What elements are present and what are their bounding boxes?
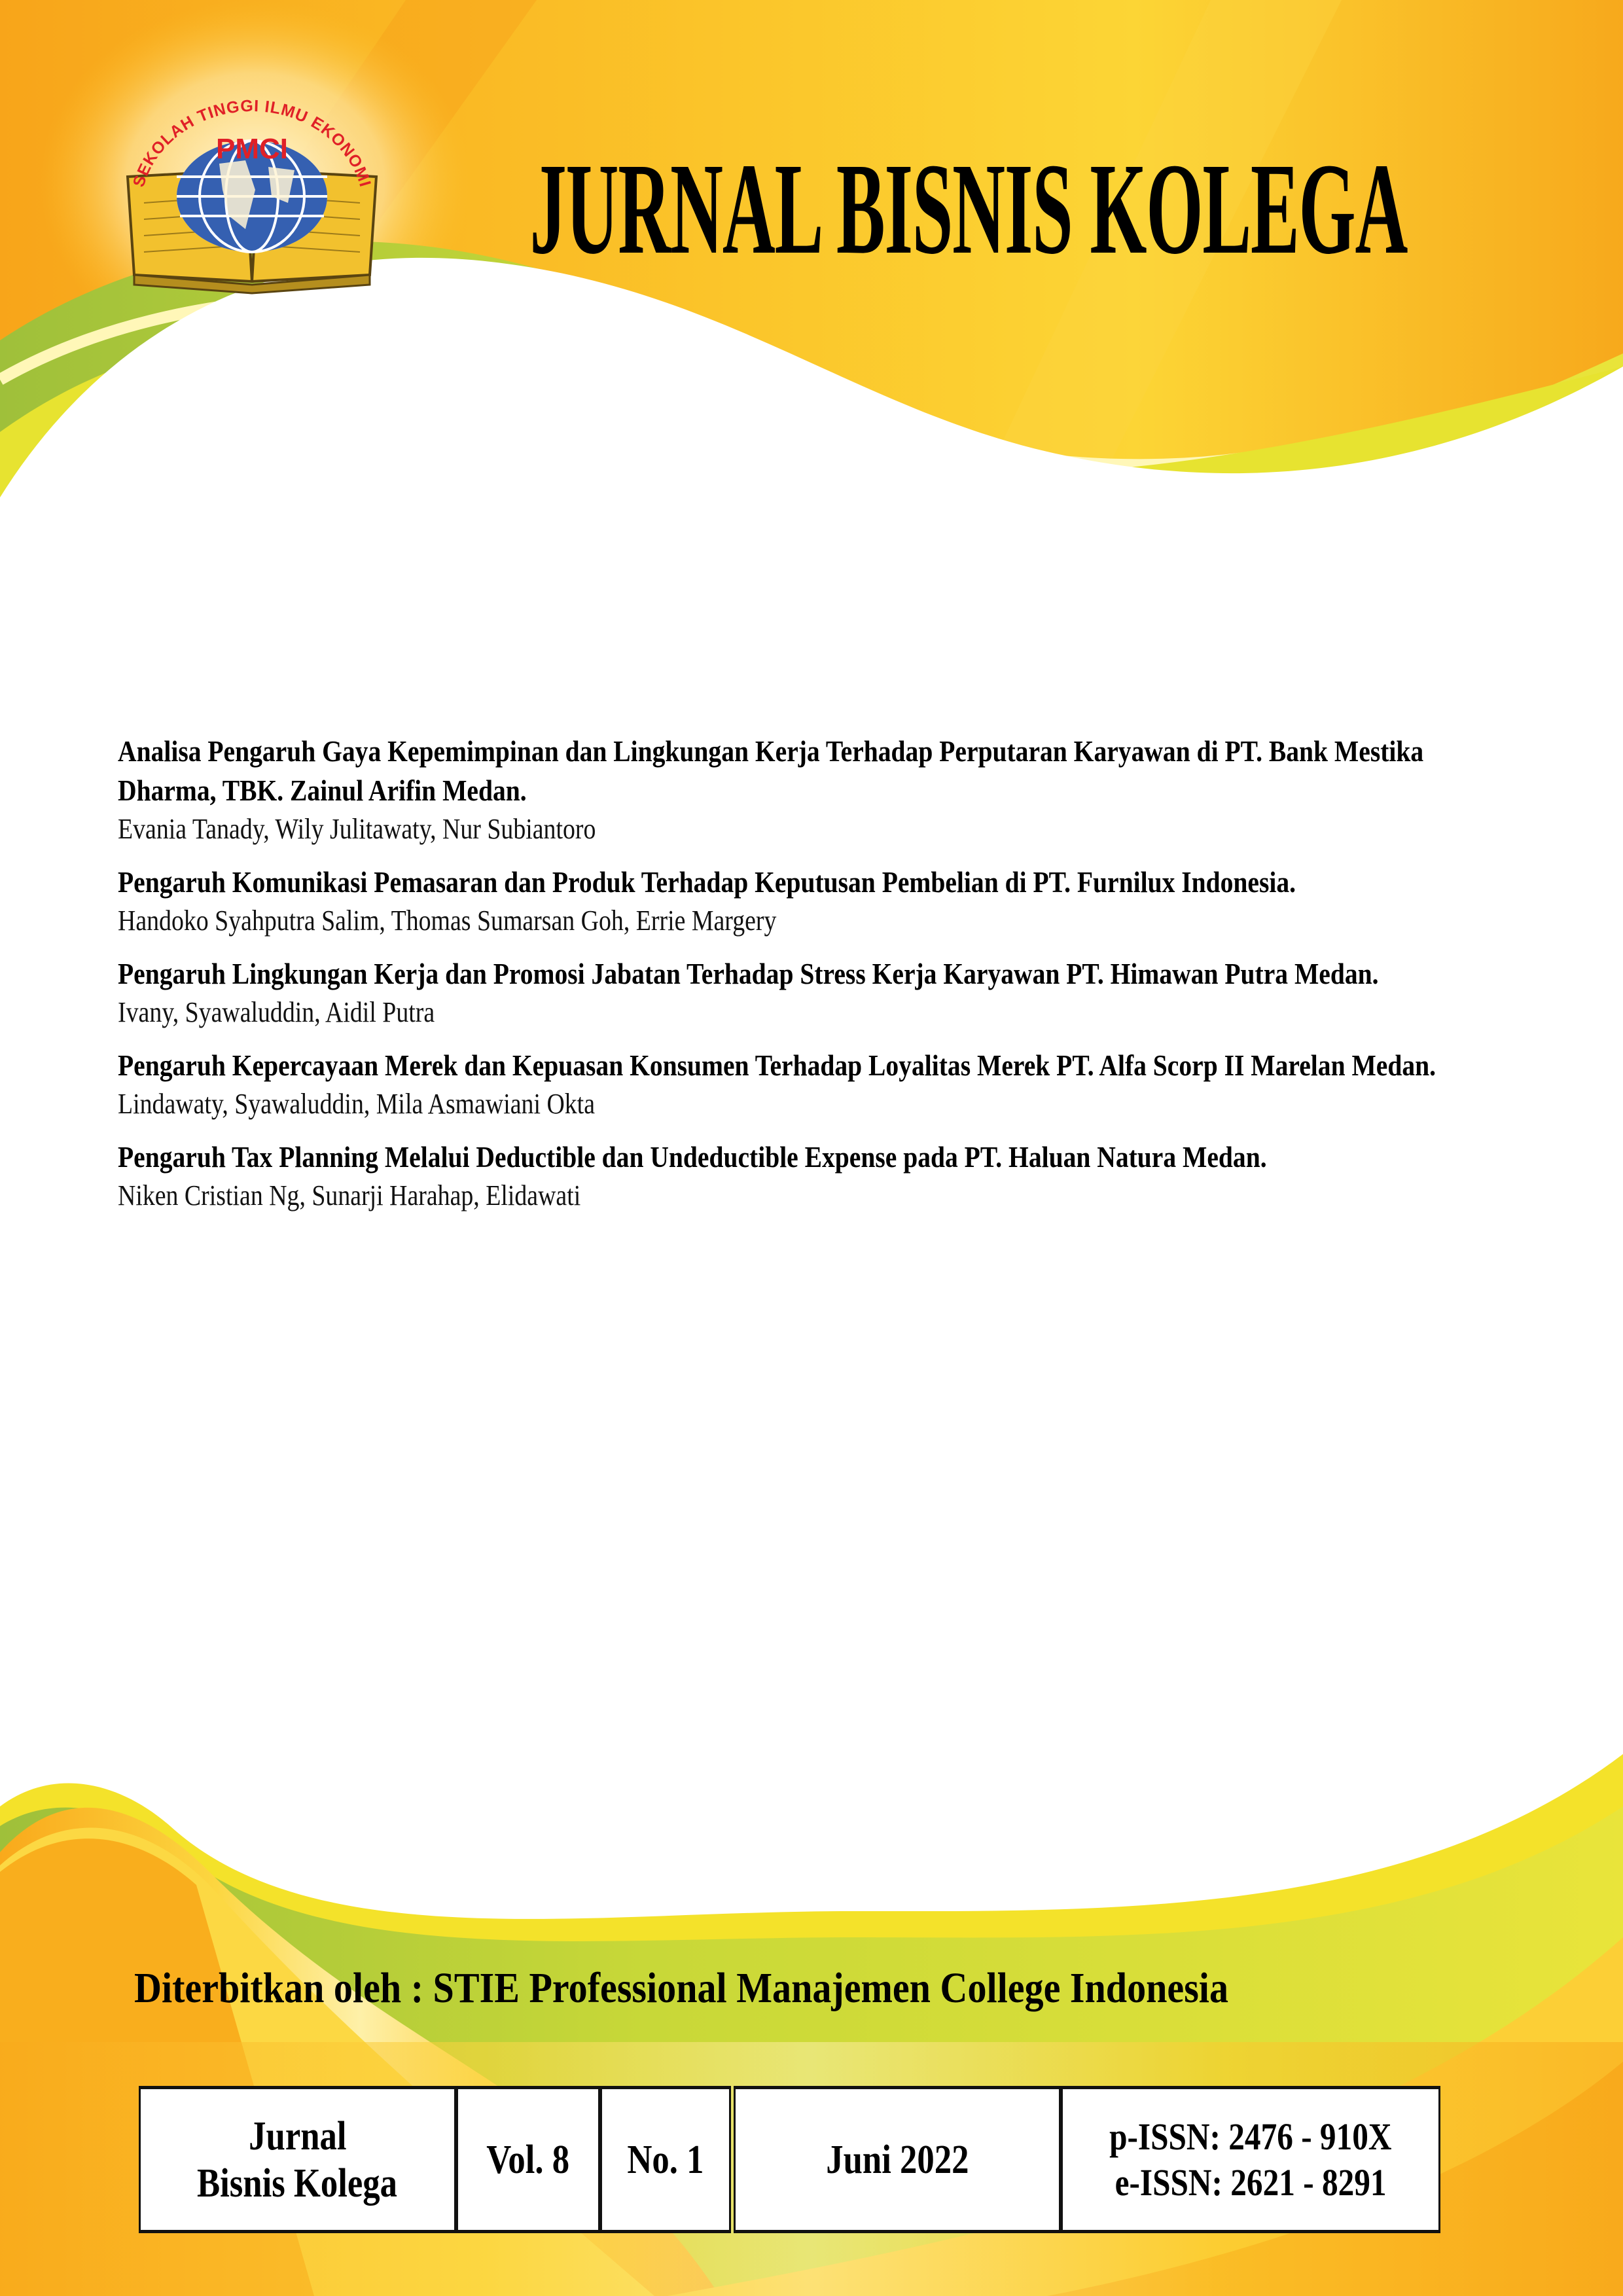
p-issn: p-ISSN: 2476 - 910X: [1109, 2115, 1392, 2158]
article-authors: Lindawaty, Syawaluddin, Mila Asmawiani Okta: [118, 1088, 595, 1120]
issue-info-box: [139, 2086, 1440, 2233]
journal-title: JURNAL BISNIS KOLEGA: [529, 137, 1408, 281]
article-title: Analisa Pengaruh Gaya Kepemimpinan dan Lingkungan Kerja Terhadap Perputaran Karyawan di PT. Bank Mestika Dharma, TBK. Zainul Arifin Medan.: [118, 734, 1424, 807]
journal-name-line1: Jurnal: [248, 2113, 347, 2159]
article-title: Pengaruh Kepercayaan Merek dan Kepuasan Konsumen Terhadap Loyalitas Merek PT. Alfa Scorp II Marelan Medan.: [118, 1049, 1436, 1082]
institution-logo: [115, 98, 389, 295]
article-entry: [118, 863, 1525, 940]
volume-value: Vol. 8: [486, 2137, 570, 2182]
issue-date: Juni 2022: [825, 2137, 969, 2182]
article-title: Pengaruh Tax Planning Melalui Deductible dan Undeductible Expense pada PT. Haluan Natura Medan.: [118, 1140, 1267, 1174]
article-authors: Handoko Syahputra Salim, Thomas Sumarsan Goh, Errie Margery: [118, 905, 777, 937]
logo-arc-text: SEKOLAH TINGGI ILMU EKONOMI: [129, 98, 375, 190]
article-authors: Niken Cristian Ng, Sunarji Harahap, Elidawati: [118, 1179, 581, 1211]
publisher-line: [134, 1964, 1508, 2013]
volume-cell: [456, 2086, 600, 2233]
e-issn: e-ISSN: 2621 - 8291: [1115, 2161, 1387, 2204]
article-authors: Evania Tanady, Wily Julitawaty, Nur Subiantoro: [118, 813, 596, 845]
article-title: Pengaruh Komunikasi Pemasaran dan Produk Terhadap Keputusan Pembelian di PT. Furnilux Indonesia.: [118, 865, 1296, 899]
date-cell: [734, 2086, 1061, 2233]
number-value: No. 1: [627, 2137, 704, 2182]
publisher-text: Diterbitkan oleh : STIE Professional Manajemen College Indonesia: [134, 1964, 1228, 2012]
journal-name-line2: Bisnis Kolega: [197, 2161, 398, 2206]
article-entry: [118, 954, 1525, 1031]
open-book-globe-icon: [115, 98, 389, 295]
logo-acronym: PMCI: [216, 133, 288, 165]
table-of-contents: [118, 732, 1525, 1229]
journal-name-cell: [139, 2086, 456, 2233]
issn-cell: [1061, 2086, 1440, 2233]
article-authors: Ivany, Syawaluddin, Aidil Putra: [118, 996, 435, 1028]
article-title: Pengaruh Lingkungan Kerja dan Promosi Jabatan Terhadap Stress Kerja Karyawan PT. Himawan Putra Medan.: [118, 957, 1379, 990]
article-entry: [118, 732, 1525, 848]
journal-masthead: [412, 128, 1525, 291]
article-entry: [118, 1046, 1525, 1123]
number-cell: [600, 2086, 731, 2233]
article-entry: [118, 1138, 1525, 1215]
